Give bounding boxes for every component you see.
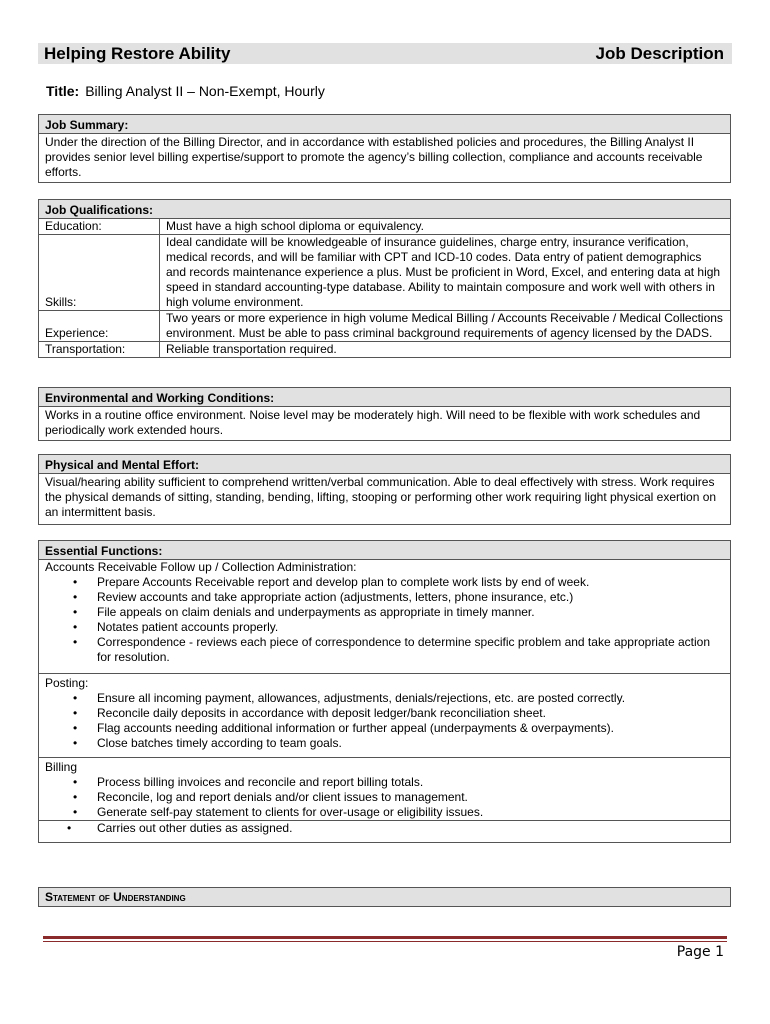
physical-effort-box xyxy=(38,454,731,525)
ar-section-title: Accounts Receivable Follow up / Collection Administration: xyxy=(45,560,357,574)
transportation-label: Transportation: xyxy=(39,342,160,358)
document-type: Job Description xyxy=(595,44,724,63)
ar-section xyxy=(39,560,730,673)
job-title-line xyxy=(46,83,325,99)
list-item: • Notates patient accounts properly. xyxy=(97,620,724,635)
billing-list xyxy=(45,775,724,820)
posting-section-title: Posting: xyxy=(45,676,89,690)
statement-of-understanding-heading: Statement of Understanding xyxy=(38,887,731,907)
experience-label: Experience: xyxy=(39,311,160,342)
list-item: • Prepare Accounts Receivable report and develop plan to complete work lists by end of week. xyxy=(97,575,724,590)
environment-box xyxy=(38,387,731,441)
posting-list xyxy=(45,691,724,751)
qualification-row-skills xyxy=(39,235,730,311)
list-item: • File appeals on claim denials and underpayments as appropriate in timely manner. xyxy=(97,605,724,620)
billing-section-title: Billing xyxy=(45,760,78,774)
experience-value: Two years or more experience in high volume Medical Billing / Accounts Receivable / Medical Collections environment. Must be able to pass criminal background requirements of agency licensed by the DADS. xyxy=(160,311,731,342)
page-number: Page 1 xyxy=(676,944,724,960)
list-item: • Correspondence - reviews each piece of correspondence to determine specific problem and take appropriate action for resolution. xyxy=(97,635,724,665)
footer-rule-thin xyxy=(43,941,727,942)
list-item: • Flag accounts needing additional information or further appeal (underpayments & overpayments). xyxy=(97,721,724,736)
education-value: Must have a high school diploma or equivalency. xyxy=(160,219,731,235)
list-item: • Generate self-pay statement to clients for over-usage or eligibility issues. xyxy=(97,805,724,820)
qualifications-box xyxy=(38,199,731,358)
transportation-value: Reliable transportation required. xyxy=(160,342,731,358)
footer-rule-thick xyxy=(43,936,727,939)
list-item: • Close batches timely according to team goals. xyxy=(97,736,724,751)
ar-list xyxy=(45,575,724,665)
education-label: Education: xyxy=(39,219,160,235)
list-item: • Ensure all incoming payment, allowances, adjustments, denials/rejections, etc. are posted correctly. xyxy=(97,691,724,706)
qualification-row-experience xyxy=(39,311,730,342)
qualification-row-education xyxy=(39,219,730,235)
list-item: • Reconcile daily deposits in accordance with deposit ledger/bank reconciliation sheet. xyxy=(97,706,724,721)
other-duties-item: • Carries out other duties as assigned. xyxy=(39,820,730,842)
billing-section xyxy=(39,757,730,820)
list-item: • Process billing invoices and reconcile and report billing totals. xyxy=(97,775,724,790)
qualification-row-transportation xyxy=(39,342,730,358)
essential-functions-box xyxy=(38,540,731,843)
environment-text: Works in a routine office environment. Noise level may be moderately high. Will need to be flexible with work schedules and periodically work extended hours. xyxy=(45,408,701,437)
physical-effort-heading: Physical and Mental Effort: xyxy=(39,455,730,474)
organization-name: Helping Restore Ability xyxy=(44,44,231,63)
qualifications-table xyxy=(39,218,730,357)
list-item: • Review accounts and take appropriate action (adjustments, letters, phone insurance, etc.) xyxy=(97,590,724,605)
posting-section xyxy=(39,673,730,757)
essential-functions-heading: Essential Functions: xyxy=(39,541,730,560)
qualifications-heading: Job Qualifications: xyxy=(39,200,730,218)
job-summary-box xyxy=(38,114,731,183)
physical-effort-text: Visual/hearing ability sufficient to comprehend written/verbal communication. Able to deal effectively with stress. Work requires the physical demands of sitting, standing, bending, lifting, stooping or performing other work requiring light physical exertion on an intermittent basis. xyxy=(45,475,717,519)
job-summary-heading: Job Summary: xyxy=(39,115,730,134)
skills-value: Ideal candidate will be knowledgeable of insurance guidelines, charge entry, insurance verification, medical records, and will be familiar with CPT and ICD-10 codes. Data entry of patient demographics and records maintenance experience a plus. Must be proficient in Word, Excel, and entering data at high speed in standard accounting-type database. Ability to maintain composure and work well with others in high volume environment. xyxy=(160,235,731,311)
environment-heading: Environmental and Working Conditions: xyxy=(39,388,730,407)
job-title-label: Title: xyxy=(46,83,80,99)
skills-label: Skills: xyxy=(39,235,160,311)
job-summary-text: Under the direction of the Billing Director, and in accordance with established policies and procedures, the Billing Analyst II provides senior level billing expertise/support to promote the agency’s billing collection, compliance and accounts receivable efforts. xyxy=(45,135,703,179)
job-title-value: Billing Analyst II – Non-Exempt, Hourly xyxy=(85,83,325,99)
document-header xyxy=(38,43,732,64)
list-item: • Reconcile, log and report denials and/or client issues to management. xyxy=(97,790,724,805)
